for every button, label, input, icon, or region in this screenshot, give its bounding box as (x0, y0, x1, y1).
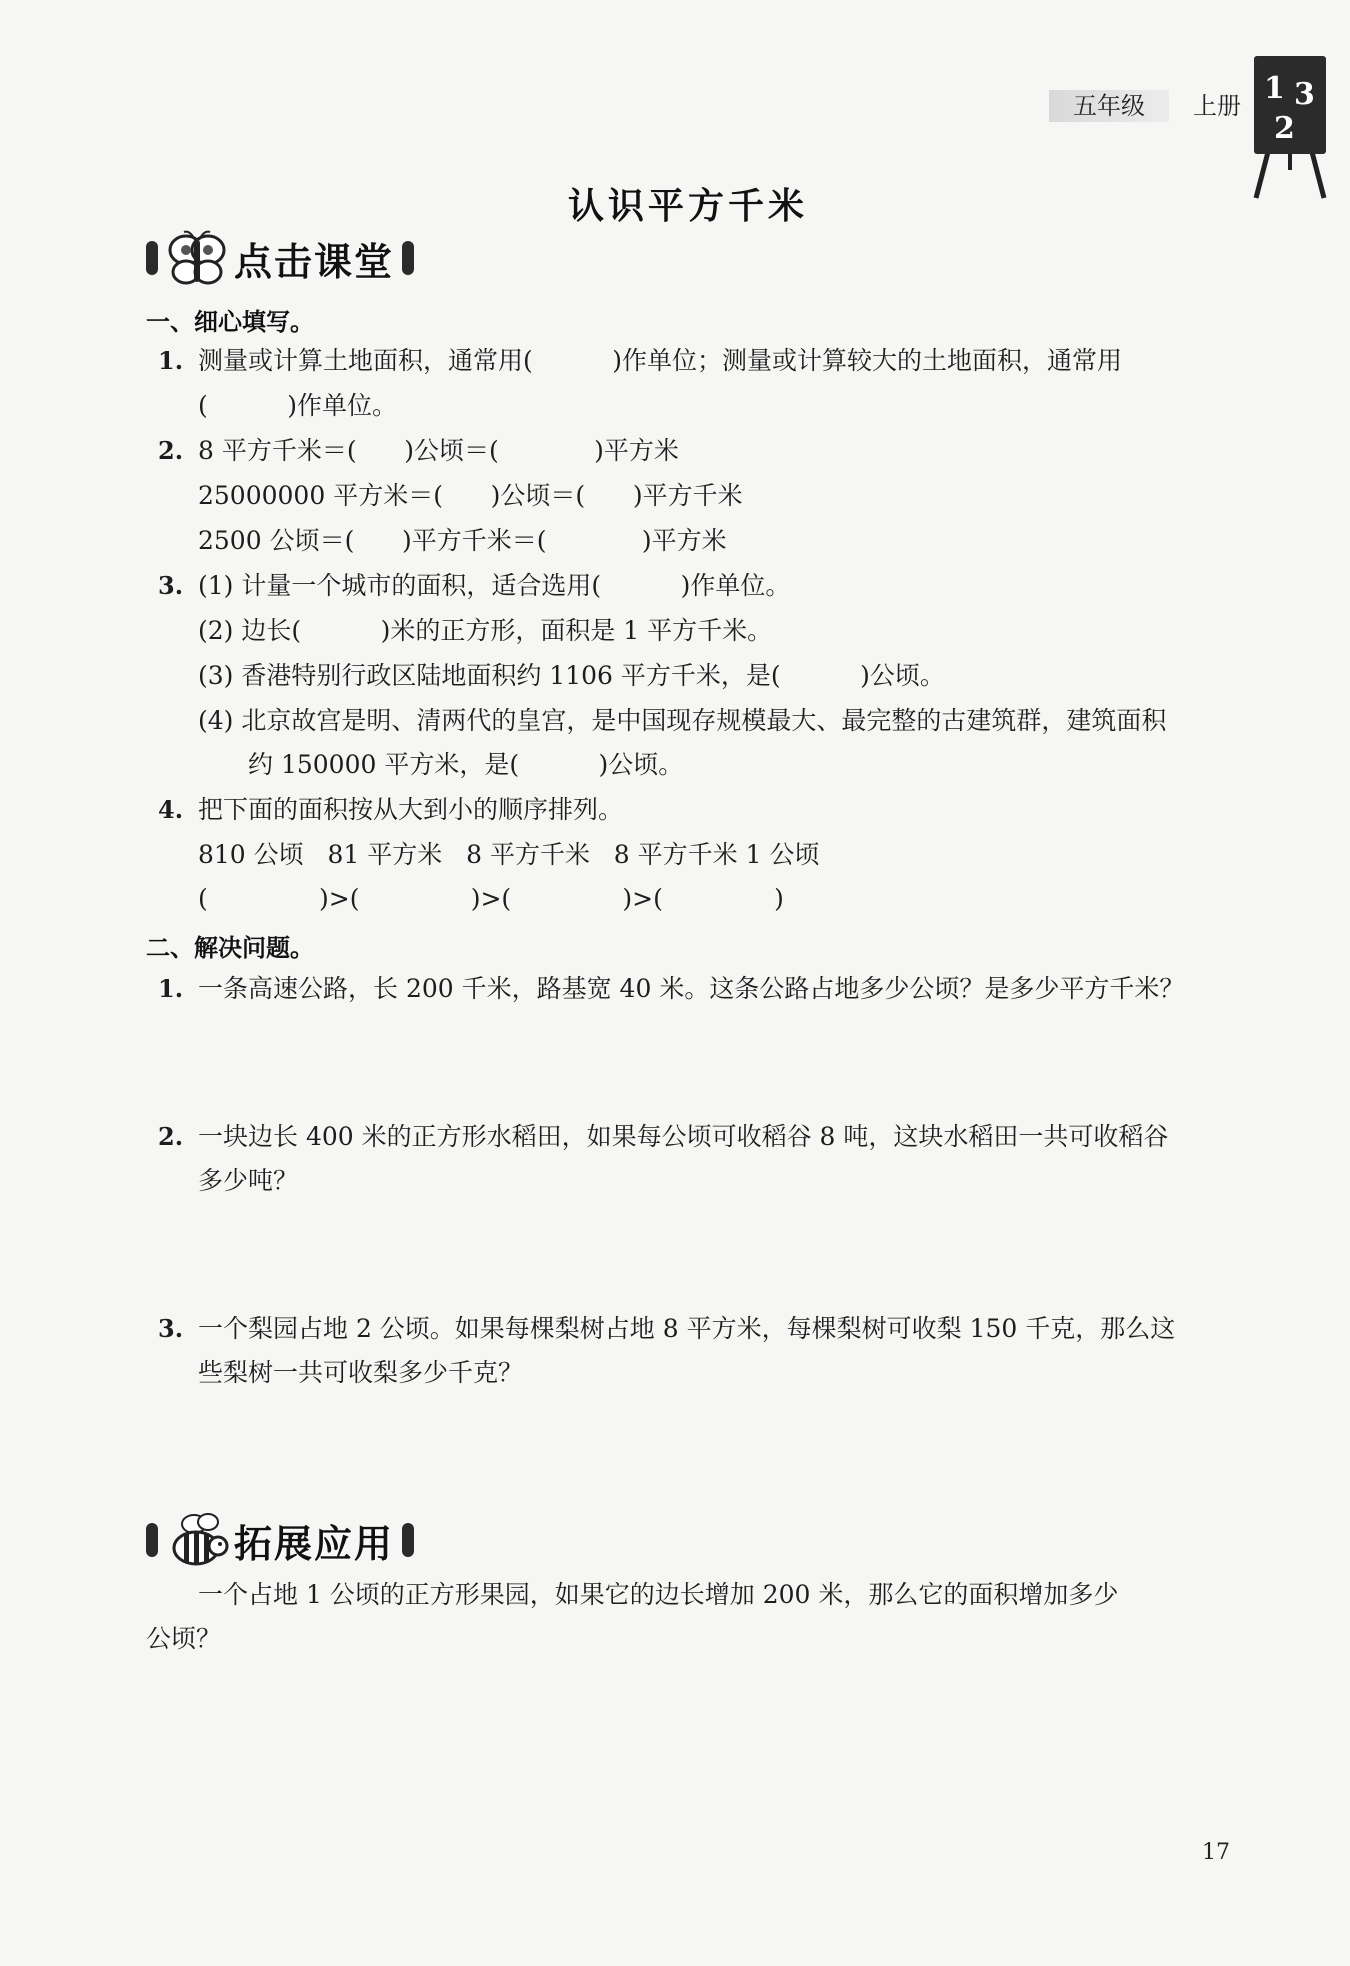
section-banner-extension (146, 1510, 414, 1570)
question-text: 8 平方千米＝( )公顷＝( )平方米 (198, 436, 679, 465)
question-text: 一个梨园占地 2 公顷。如果每棵梨树占地 8 平方米，每棵梨树可收梨 150 千克，那么这 (198, 1314, 1176, 1343)
question-text: (4) 北京故宫是明、清两代的皇宫，是中国现存规模最大、最完整的古建筑群，建筑面积 (198, 706, 1167, 735)
section-banner-click-class (146, 228, 414, 288)
question-number: 2. (158, 1122, 184, 1151)
section-title-extension: 拓展应用 (234, 1521, 395, 1566)
question-text: (1) 计量一个城市的面积，适合选用( )作单位。 (198, 571, 791, 600)
question-text: 2500 公顷＝( )平方千米＝( )平方米 (198, 526, 727, 555)
question-number: 3. (158, 1314, 184, 1343)
question-text: 25000000 平方米＝( )公顷＝( )平方千米 (198, 481, 743, 510)
question-number: 2. (158, 436, 184, 465)
question-number: 3. (158, 571, 184, 600)
question-number: 1. (158, 974, 184, 1003)
banner-left-cap (146, 1523, 158, 1557)
question-text: 些梨树一共可收梨多少千克？ (198, 1358, 524, 1387)
extension-problem-text: 一个占地 1 公顷的正方形果园，如果它的边长增加 200 米，那么它的面积增加多少 (198, 1580, 1119, 1609)
grade-label: 五年级 (1049, 90, 1169, 122)
part2-heading: 二、解决问题。 (146, 934, 314, 962)
question-text: ( )作单位。 (198, 391, 397, 420)
page-number: 17 (1202, 1840, 1230, 1865)
banner-left-cap (146, 241, 158, 275)
banner-right-cap (402, 1523, 414, 1557)
question-text: 测量或计算土地面积，通常用( )作单位；测量或计算较大的土地面积，通常用 (198, 346, 1122, 375)
board-digit-3: 3 (1294, 77, 1315, 112)
question-text: (3) 香港特别行政区陆地面积约 1106 平方千米，是( )公顷。 (198, 661, 945, 690)
question-text: 约 150000 平方米，是( )公顷。 (248, 750, 684, 779)
board-digit-2: 2 (1274, 111, 1295, 146)
part1-heading: 一、细心填写。 (146, 308, 314, 336)
term-label: 上册 (1193, 92, 1241, 120)
answer-blanks: ( )>( )>( )>( ) (198, 884, 784, 913)
question-number: 4. (158, 795, 184, 824)
page-title: 认识平方千米 (567, 186, 808, 227)
question-text: 810 公顷 81 平方米 8 平方千米 8 平方千米 1 公顷 (198, 840, 820, 869)
extension-problem-text: 公顷？ (146, 1624, 222, 1653)
butterfly-icon (164, 228, 230, 288)
question-text: 把下面的面积按从大到小的顺序排列。 (198, 795, 624, 824)
section-title-click-class: 点击课堂 (234, 239, 395, 284)
question-text: 一条高速公路，长 200 千米，路基宽 40 米。这条公路占地多少公顷？是多少平方千米？ (198, 974, 1185, 1003)
banner-right-cap (402, 241, 414, 275)
bee-icon (164, 1510, 230, 1570)
question-text: (2) 边长( )米的正方形，面积是 1 平方千米。 (198, 616, 773, 645)
board-digit-1: 1 (1264, 71, 1285, 106)
question-text: 一块边长 400 米的正方形水稻田，如果每公顷可收稻谷 8 吨，这块水稻田一共可收稻谷 (198, 1122, 1169, 1151)
question-number: 1. (158, 346, 184, 375)
question-text: 多少吨？ (198, 1166, 299, 1195)
